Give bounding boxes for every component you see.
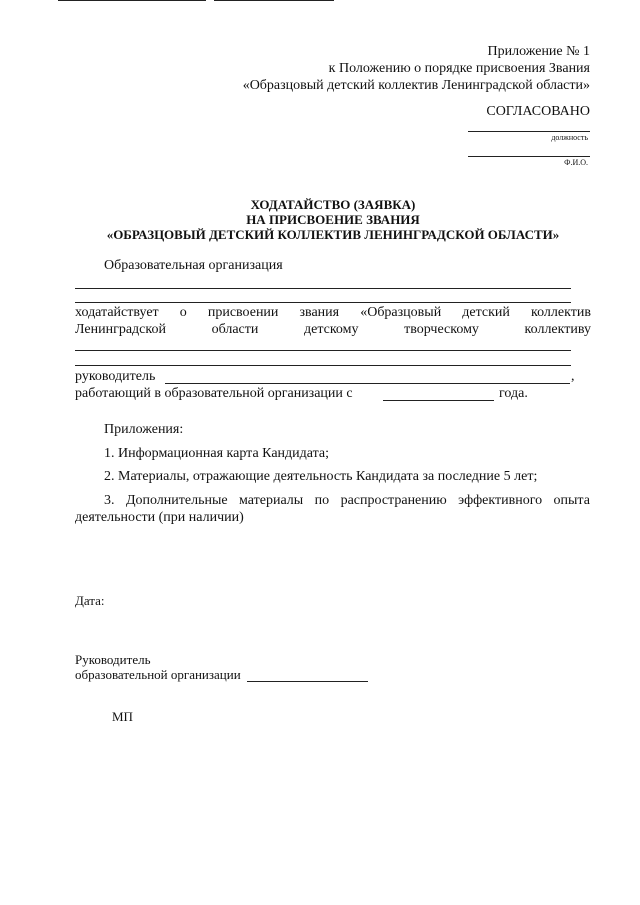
petition-word: о	[179, 305, 187, 320]
working-since-suffix: года.	[499, 386, 528, 401]
petition-word: присвоении	[207, 305, 279, 320]
attachment-item-3-line-2: деятельности (при наличии)	[75, 510, 244, 525]
leader-field-line	[165, 383, 570, 384]
document-title-line-2: НА ПРИСВОЕНИЕ ЗВАНИЯ	[246, 212, 420, 227]
head-signature-line	[247, 681, 368, 682]
attachment-word: по	[314, 493, 330, 508]
petition-word: детскому	[304, 322, 359, 337]
appendix-line-2: к Положению о порядке присвоения Звания	[328, 61, 590, 76]
petition-word: ходатайствует	[75, 305, 159, 320]
working-since-prefix: работающий в образовательной организации с	[75, 386, 353, 401]
petition-word: коллектив	[531, 305, 591, 320]
attachment-word: материалы	[239, 493, 304, 508]
attachment-item-1: 1. Информационная карта Кандидата;	[104, 446, 330, 461]
petition-line-2	[75, 322, 591, 338]
head-label-line-2: образовательной организации	[75, 667, 241, 682]
approval-label: СОГЛАСОВАНО	[486, 104, 590, 119]
document-title-line-3: «ОБРАЗЦОВЫЙ ДЕТСКИЙ КОЛЛЕКТИВ ЛЕНИНГРАДСКОЙ ОБЛАСТИ»	[106, 227, 560, 242]
top-border-line-right	[214, 0, 334, 1]
leader-comma: ,	[571, 369, 575, 384]
position-signature-line	[468, 131, 590, 132]
appendix-line-1: Приложение № 1	[487, 44, 590, 59]
petition-word: детский	[462, 305, 510, 320]
position-caption: должность	[551, 133, 588, 142]
attachment-word: 3.	[104, 493, 115, 508]
organization-label: Образовательная организация	[104, 258, 283, 273]
attachment-word: распространению	[340, 493, 447, 508]
working-since-field-line	[383, 400, 494, 401]
collective-field-line-1	[75, 350, 571, 351]
stamp-placeholder: МП	[112, 709, 133, 724]
head-label-line-1: Руководитель	[75, 652, 151, 667]
appendix-line-3: «Образцовый детский коллектив Ленинградской области»	[242, 78, 590, 93]
petition-word: «Образцовый	[360, 305, 442, 320]
top-border-line-left	[58, 0, 206, 1]
petition-word: звания	[299, 305, 340, 320]
collective-field-line-2	[75, 365, 571, 366]
date-label: Дата:	[75, 593, 105, 608]
leader-label: руководитель	[75, 369, 156, 384]
attachments-heading: Приложения:	[104, 422, 184, 437]
petition-word: коллективу	[524, 322, 591, 337]
attachment-word: эффективного	[458, 493, 543, 508]
petition-word: области	[211, 322, 259, 337]
document-title-line-1: ХОДАТАЙСТВО (ЗАЯВКА)	[250, 197, 416, 212]
organization-field-line-1	[75, 288, 571, 289]
attachment-item-3-line-1	[104, 493, 590, 509]
attachment-item-2: 2. Материалы, отражающие деятельность Кандидата за последние 5 лет;	[104, 469, 538, 484]
petition-word: творческому	[404, 322, 479, 337]
attachment-word: опыта	[553, 493, 590, 508]
organization-field-line-2	[75, 302, 571, 303]
name-signature-line	[468, 156, 590, 157]
attachment-word: Дополнительные	[125, 493, 228, 508]
petition-line-1	[75, 305, 591, 321]
name-caption: Ф.И.О.	[564, 158, 588, 167]
petition-word: Ленинградской	[75, 322, 166, 337]
